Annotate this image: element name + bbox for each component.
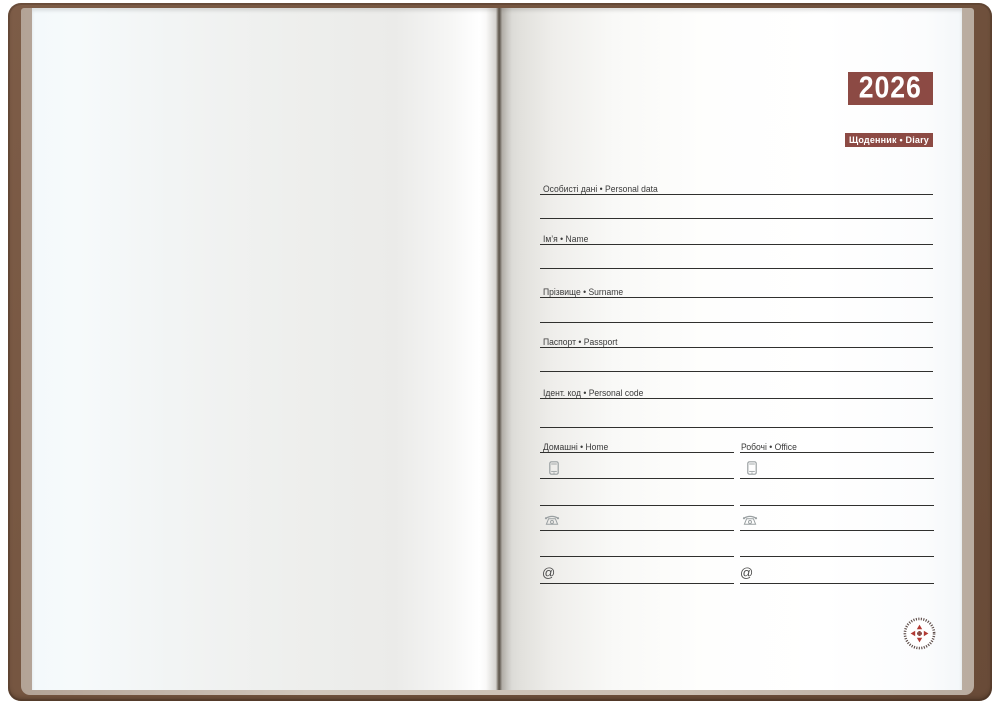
field-label-passport: Паспорт • Passport — [543, 337, 618, 347]
field-line-name — [540, 244, 933, 245]
home-email-line — [540, 583, 734, 584]
field-label-personal-data: Особисті дані • Personal data — [543, 184, 658, 194]
field-line-surname-extra — [540, 322, 933, 323]
email-at-symbol: @ — [542, 565, 556, 580]
field-line-surname — [540, 297, 933, 298]
office-email-line — [740, 583, 934, 584]
home-extra-line-2 — [540, 556, 734, 557]
field-line-name-extra — [540, 268, 933, 269]
spine-gutter — [486, 8, 512, 690]
email-at-symbol: @ — [740, 565, 754, 580]
office-extra-line-1 — [740, 505, 934, 506]
field-label-personal-code: Ідент. код • Personal code — [543, 388, 644, 398]
field-line-personal-data — [540, 194, 933, 195]
year-badge — [848, 72, 933, 105]
right-page — [498, 8, 962, 690]
field-line-passport — [540, 347, 933, 348]
telephone-icon — [742, 512, 758, 530]
office-extra-line-2 — [740, 556, 934, 557]
field-line-personal-code-extra — [540, 427, 933, 428]
home-header-line — [540, 452, 734, 453]
office-phone-line — [740, 530, 934, 531]
field-label-surname: Прізвище • Surname — [543, 287, 624, 297]
home-extra-line-1 — [540, 505, 734, 506]
column-label-home: Домашні • Home — [543, 442, 609, 452]
office-header-line — [740, 452, 934, 453]
home-mobile-line — [540, 478, 734, 479]
field-label-name: Ім’я • Name — [543, 234, 589, 244]
field-line-personal-code — [540, 398, 933, 399]
left-page-blank — [32, 8, 498, 690]
telephone-icon — [544, 512, 560, 530]
office-mobile-line — [740, 478, 934, 479]
field-line-passport-extra — [540, 371, 933, 372]
diary-title-badge: Щоденник • Diary — [845, 133, 933, 147]
field-line-personal-data-extra — [540, 218, 933, 219]
buy-ukrainian-stamp-logo — [903, 617, 936, 650]
home-phone-line — [540, 530, 734, 531]
column-label-office: Робочі • Office — [741, 442, 797, 452]
year-text: 2026 — [858, 71, 923, 105]
